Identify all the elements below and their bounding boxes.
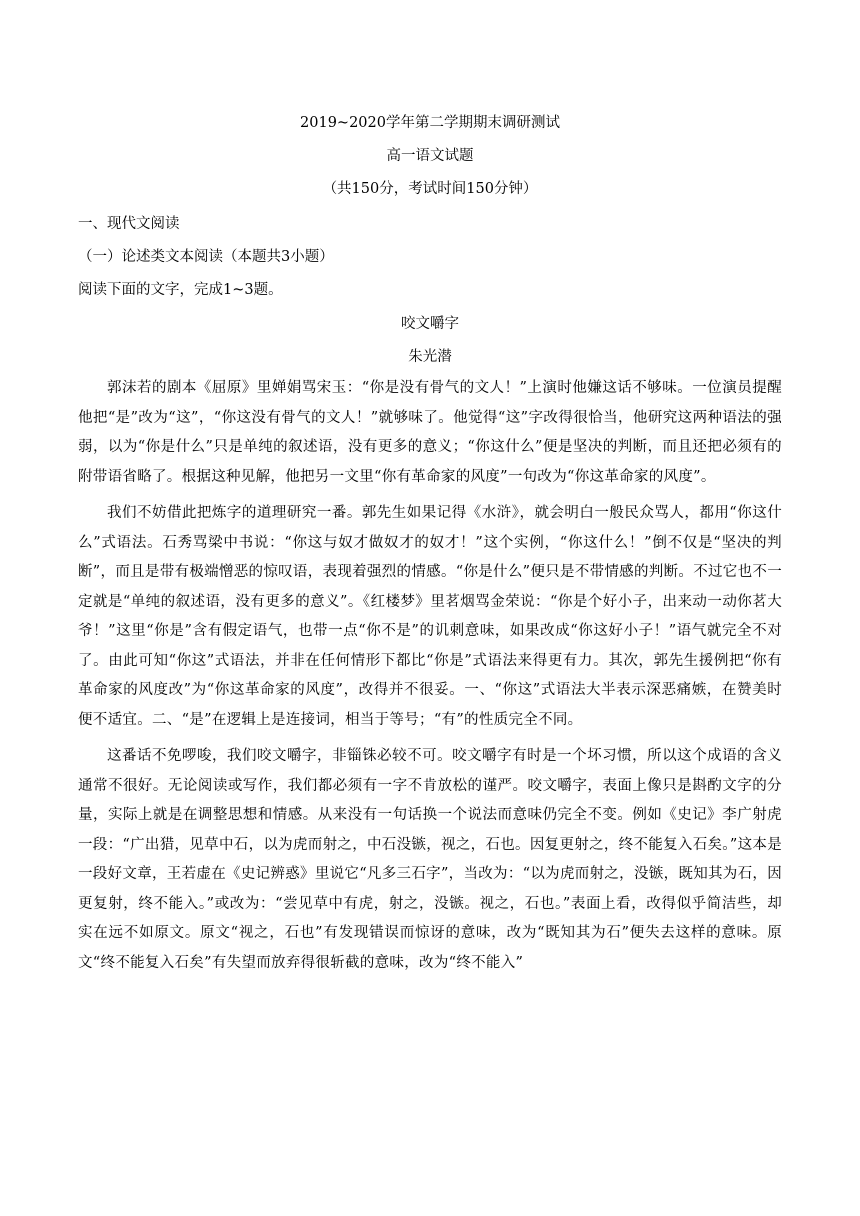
article-paragraph: 我们不妨借此把炼字的道理研究一番。郭先生如果记得《水浒》，就会明白一般民众骂人，都用“你这什么”式语法。石秀骂梁中书说：“你这与奴才做奴才的奴才！”这个实例，“你这什么！”倒不仅是“坚决的判断”，而且是带有极端憎恶的惊叹语，表现着强烈的情感。“你是什么”便只是不带情感的判断。不过它也不一定就是“单纯的叙述语，没有更多的意义”。《红楼梦》里茗烟骂金荣说：“你是个好小子，出来动一动你茗大爷！”这里“你是”含有假定语气，也带一点“你不是”的讥刺意味，如果改成“你这好小子！”语气就完全不对了。由此可知“你这”式语法，并非在任何情形下都比“你是”式语法来得更有力。其次，郭先生援例把“你有革命家的风度改”为“你这革命家的风度”，改得并不很妥。一、“你这”式语法大半表示深恶痛嫉，在赞美时便不适宜。二、“是”在逻辑上是连接词，相当于等号；“有”的性质完全不同。 xyxy=(78,505,782,728)
section-subheading: （一）论述类文本阅读（本题共3小题） xyxy=(78,249,334,265)
article-body xyxy=(78,374,782,985)
article-title: 咬文嚼字 xyxy=(401,316,459,332)
subject-title: 高一语文试题 xyxy=(386,148,474,164)
reading-instruction: 阅读下面的文字，完成1~3题。 xyxy=(78,282,283,298)
article-paragraph: 郭沫若的剧本《屈原》里婵娟骂宋玉：“你是没有骨气的文人！”上演时他嫌这话不够味。一位演员提醒他把“是”改为“这”，“你这没有骨气的文人！”就够味了。他觉得“这”字改得很恰当，他研究这两种语法的强弱，以为“你是什么”只是单纯的叙述语，没有更多的意义；“你这什么”便是坚决的判断，而且还把必须有的附带语省略了。根据这种见解，他把另一文里“你有革命家的风度”一句改为“你这革命家的风度”。 xyxy=(78,380,782,485)
article-author: 朱光潜 xyxy=(408,349,452,365)
article-paragraph: 这番话不免啰唆，我们咬文嚼字，非锱铢必较不可。咬文嚼字有时是一个坏习惯，所以这个成语的含义通常不很好。无论阅读或写作，我们都必须有一字不肯放松的谨严。咬文嚼字，表面上像只是斟酌文字的分量，实际上就是在调整思想和情感。从来没有一句话换一个说法而意味仍完全不变。例如《史记》李广射虎一段：“广出猎，见草中石，以为虎而射之，中石没镞，视之，石也。因复更射之，终不能复入石矣。”这本是一段好文章，王若虚在《史记辨惑》里说它“凡多三石字”，当改为：“以为虎而射之，没镞，既知其为石，因更复射，终不能入。”或改为：“尝见草中有虎，射之，没镞。视之，石也。”表面上看，改得似乎简洁些，却实在远不如原文。原文“视之，石也”有发现错误而惊讶的意味，改为“既知其为石”便失去这样的意味。原文“终不能复入石矣”有失望而放弃得很斩截的意味，改为“终不能入” xyxy=(78,748,782,971)
exam-info: （共150分，考试时间150分钟） xyxy=(322,181,538,197)
section-heading: 一、现代文阅读 xyxy=(78,216,180,232)
exam-title: 2019~2020学年第二学期期末调研测试 xyxy=(300,115,560,131)
